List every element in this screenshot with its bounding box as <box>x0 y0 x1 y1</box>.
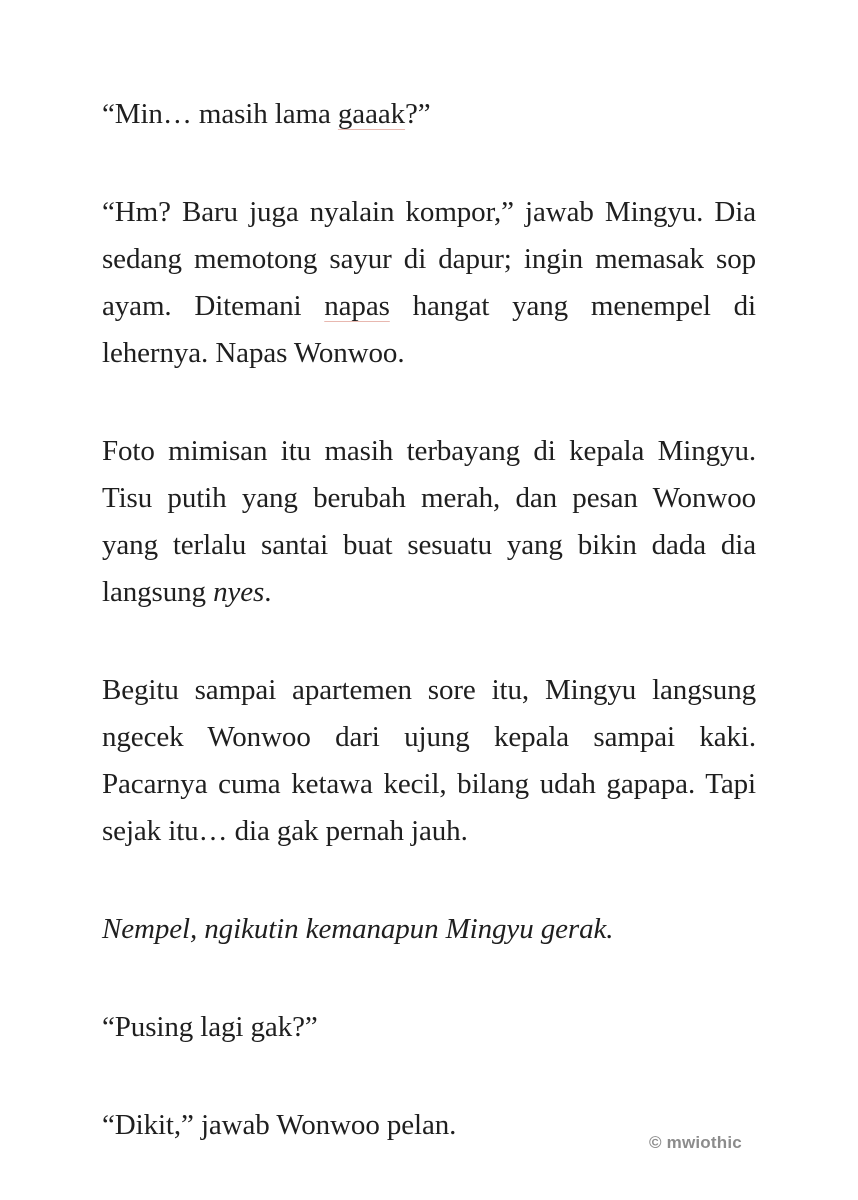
paragraph-1-tail: ?” <box>405 98 431 130</box>
paragraph-1-text: “Min… masih lama <box>102 98 338 130</box>
paragraph-4: Begitu sampai apartemen sore itu, Mingyu langsung ngecek Wonwoo dari ujung kepala sampai kaki. Pacarnya cuma ketawa kecil, bilang udah gapapa. Tapi sejak itu… dia gak pernah jauh. <box>102 674 756 847</box>
paragraph-3-text: Foto mimisan itu masih terbayang di kepala Mingyu. Tisu putih yang berubah merah, dan pesan Wonwoo yang terlalu santai buat sesuatu yang bikin dada dia langsung <box>102 435 756 608</box>
spellcheck-word: gaaak <box>337 98 406 130</box>
spellcheck-word: napas <box>324 290 390 322</box>
paragraph-1 <box>102 91 756 138</box>
paragraph-6: “Pusing lagi gak?” <box>102 1011 318 1043</box>
paragraph-3 <box>102 428 756 616</box>
italic-word: nyes <box>213 576 265 608</box>
paragraph-2-text: “Hm? Baru juga nyalain kompor,” jawab Mingyu. Dia sedang memotong sayur di dapur; ingin memasak sop ayam. Ditemani <box>102 196 756 322</box>
paragraph-3-tail: . <box>264 576 272 608</box>
story-page <box>102 91 756 1200</box>
watermark: © mwiothic <box>649 1133 742 1152</box>
paragraph-5: Nempel, ngikutin kemanapun Mingyu gerak. <box>102 913 614 945</box>
paragraph-2 <box>102 189 756 377</box>
paragraph-7: “Dikit,” jawab Wonwoo pelan. <box>102 1109 457 1141</box>
paragraph-2-tail: hangat yang menempel di lehernya. Napas Wonwoo. <box>102 290 756 369</box>
